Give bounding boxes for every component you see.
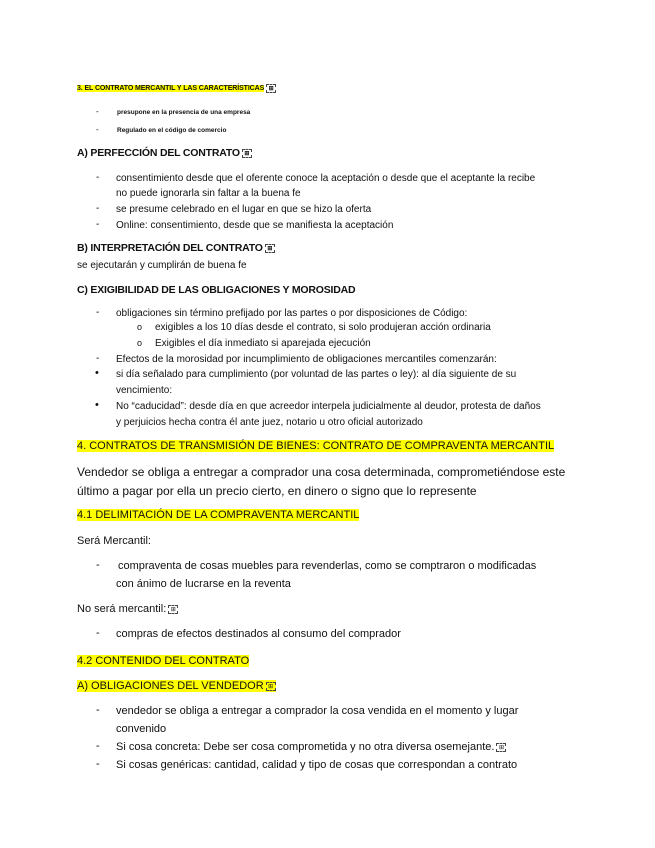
round-bullet: • xyxy=(95,367,99,379)
list-item: Online: consentimiento, desde que se manifiesta la aceptación xyxy=(116,220,394,231)
list-item: No “caducidad”: desde día en que acreedor interpela judicialmente al deudor, protesta de daños xyxy=(116,401,541,412)
paragraph-text: Vendedor se obliga a entregar a comprador una cosa determinada, comprometiéndose este xyxy=(77,465,566,479)
dash-bullet: - xyxy=(96,172,100,183)
small-item: Regulado en el código de comercio xyxy=(117,127,227,134)
list-item: vendedor se obliga a entregar a comprador la cosa vendida en el momento y lugar xyxy=(116,705,519,717)
dash-bullet: - xyxy=(96,203,100,214)
section-3-title: 3. EL CONTRATO MERCANTIL Y LAS CARACTERÍSTICAS ⊞ xyxy=(77,84,276,93)
small-item: presupone en la presencia de una empresa xyxy=(117,109,251,116)
heading-perfeccion: A) PERFECCIÓN DEL CONTRATO ⊞ xyxy=(77,147,252,159)
heading-obligaciones-vendedor: A) OBLIGACIONES DEL VENDEDOR ⊞ xyxy=(77,680,276,692)
dash-bullet: - xyxy=(96,758,100,770)
list-item: Si cosas genéricas: cantidad, calidad y tipo de cosas que correspondan a contrato xyxy=(116,759,518,771)
dash-bullet: - xyxy=(96,627,100,639)
dash-bullet: - xyxy=(96,740,100,752)
placeholder-box-icon: ⊞ xyxy=(266,84,276,93)
dash-bullet: - xyxy=(96,704,100,716)
list-item: se presume celebrado en el lugar en que se hizo la oferta xyxy=(116,204,372,215)
circle-bullet: o xyxy=(137,322,143,332)
heading-section-4-2: 4.2 CONTENIDO DEL CONTRATO xyxy=(77,655,250,667)
dash-bullet: - xyxy=(96,107,99,116)
heading-section-4: 4. CONTRATOS DE TRANSMISIÓN DE BIENES: CONTRATO DE COMPRAVENTA MERCANTIL xyxy=(77,440,555,452)
list-item: compras de efectos destinados al consumo del comprador xyxy=(116,628,401,640)
placeholder-box-icon: ⊞ xyxy=(242,149,252,158)
paragraph-text: último a pagar por ella un precio cierto, en dinero o signo que lo represente xyxy=(77,484,477,498)
placeholder-box-icon: ⊞ xyxy=(496,743,506,752)
paragraph-text: se ejecutarán y cumplirán de buena fe xyxy=(77,260,247,271)
list-item-continuation: y perjuicios hecha contra él ante juez, notario u otro oficial autorizado xyxy=(116,417,423,428)
placeholder-box-icon: ⊞ xyxy=(265,244,275,253)
list-item: compraventa de cosas muebles para revenderlas, como se comptraron o modificadas xyxy=(118,560,537,572)
list-item-continuation: no puede ignorarla sin faltar a la buena fe xyxy=(116,188,301,199)
dash-bullet: - xyxy=(96,559,100,571)
list-item: obligaciones sin término prefijado por las partes o por disposiciones de Código: xyxy=(116,308,468,319)
placeholder-box-icon: ⊞ xyxy=(266,682,276,691)
list-item: Efectos de la morosidad por incumplimiento de obligaciones mercantiles comenzarán: xyxy=(116,354,497,365)
sub-list-item: exigibles a los 10 días desde el contrato, si solo produjeran acción ordinaria xyxy=(155,322,491,333)
heading-section-4-1: 4.1 DELIMITACIÓN DE LA COMPRAVENTA MERCANTIL xyxy=(77,509,360,521)
list-item-continuation: con ánimo de lucrarse en la reventa xyxy=(116,578,291,590)
dash-bullet: - xyxy=(96,125,99,134)
dash-bullet: - xyxy=(96,219,100,230)
list-item-continuation: vencimiento: xyxy=(116,385,173,396)
dash-bullet: - xyxy=(96,353,100,364)
circle-bullet: o xyxy=(137,338,143,348)
heading-interpretacion: B) INTERPRETACIÓN DEL CONTRATO ⊞ xyxy=(77,242,275,254)
paragraph-text: No será mercantil: ⊞ xyxy=(77,603,178,615)
list-item: Si cosa concreta: Debe ser cosa comprometida y no otra diversa osemejante. ⊞ xyxy=(116,741,506,753)
list-item: si día señalado para cumplimiento (por voluntad de las partes o ley): al día siguiente de su xyxy=(116,369,517,380)
round-bullet: • xyxy=(95,399,99,411)
paragraph-text: Será Mercantil: xyxy=(77,535,151,547)
heading-exigibilidad: C) EXIGIBILIDAD DE LAS OBLIGACIONES Y MOROSIDAD xyxy=(77,284,356,296)
placeholder-box-icon: ⊞ xyxy=(168,605,178,614)
sub-list-item: Exigibles el día inmediato si aparejada ejecución xyxy=(155,338,371,349)
list-item: consentimiento desde que el oferente conoce la aceptación o desde que el aceptante la recibe xyxy=(116,173,536,184)
dash-bullet: - xyxy=(96,307,100,318)
list-item-continuation: convenido xyxy=(116,723,167,735)
